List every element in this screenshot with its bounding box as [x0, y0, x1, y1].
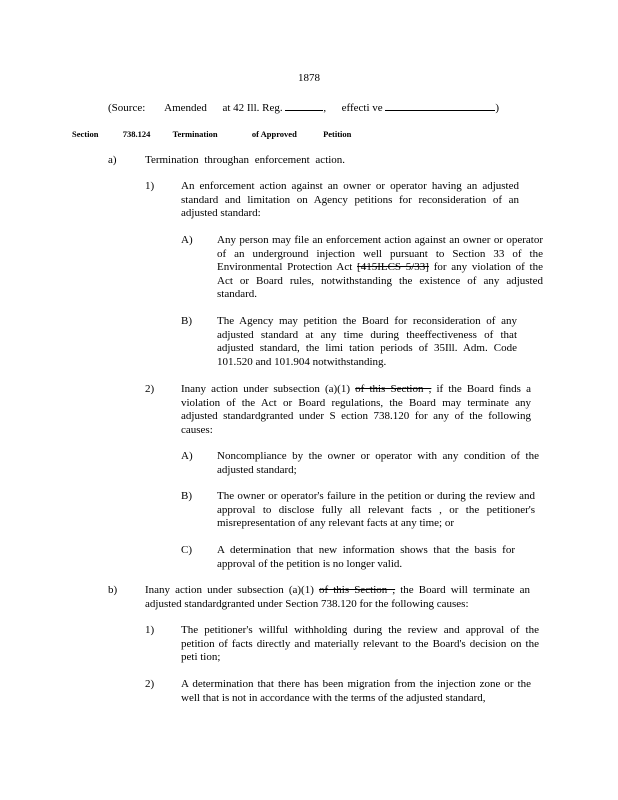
section-title-2: of Approved — [251, 129, 297, 139]
section-label: Section — [72, 129, 99, 139]
section-title-3: Petition — [323, 129, 352, 139]
section-title-1: Termination — [172, 129, 218, 139]
subsection-a-label: a) — [108, 154, 117, 166]
para-a1A-label: A) — [181, 234, 193, 246]
para-a1A-struck: [415ILCS 5/33] — [357, 261, 429, 274]
source-comma: , — [323, 102, 327, 114]
subsection-a-text: Termination throughan enforcement action. — [145, 154, 346, 166]
register-blank — [285, 101, 323, 111]
para-b1-text: The petitioner's willful withholding during the review and approval of the petition of facts directly and materially relevant to the Board's decision on the peti tion; — [181, 624, 539, 664]
para-a2C-label: C) — [181, 544, 192, 556]
source-register: at 42 Ill. Reg. — [222, 102, 283, 114]
subsection-b-label: b) — [108, 584, 118, 596]
source-close: ) — [495, 102, 500, 114]
para-a1-label: 1) — [145, 180, 155, 192]
para-a1A-text-1: Any person may file an enforcement action against an owner or operator of an underground injection well pursuant to Section 33 of the Environmental Protection Act — [217, 234, 543, 274]
para-b2-text: A determination that there has been migration from the injection zone or the well that is not in accordance with the terms of the adjusted standard, — [181, 678, 531, 704]
effective-blank — [385, 101, 495, 111]
para-a1A-text — [217, 234, 543, 302]
source-effective: effecti ve — [341, 102, 383, 114]
subsection-b-text-1: Inany action under subsection (a)(1) — [145, 584, 319, 596]
para-a1A-text-2: for any violation of the Act or Board rules, notwithstanding the existence of any adjusted standard. — [217, 261, 543, 301]
para-a2-text-1: Inany action under subsection (a)(1) — [181, 383, 356, 395]
para-b1-label: 1) — [145, 624, 155, 636]
para-a2-struck: of this Section , — [355, 383, 432, 395]
subsection-b-text-2: the Board will terminate an adjusted standardgranted under Section 738.120 for the following causes: — [145, 584, 530, 610]
subsection-b-text — [145, 584, 530, 611]
source-amended: Amended — [164, 102, 207, 114]
para-a2-text — [181, 383, 531, 437]
para-b2-label: 2) — [145, 678, 155, 690]
section-number: 738.124 — [122, 129, 151, 139]
para-a2-label: 2) — [145, 383, 155, 395]
para-a2A-text: Noncompliance by the owner or operator with any condition of the adjusted standard; — [217, 450, 539, 476]
para-a2B-text: The owner or operator's failure in the petition or during the review and approval to disclose fully all relevant facts , or the petitioner's misrepresentation of any relevant facts at any time; or — [217, 490, 535, 530]
page-number: 1878 — [298, 72, 320, 84]
para-a2A-label: A) — [181, 450, 193, 462]
para-a1B-label: B) — [181, 315, 192, 327]
para-a2B-label: B) — [181, 490, 192, 502]
para-a1-text: An enforcement action against an owner or operator having an adjusted standard and limitation on Agency petitions for reconsideration of an adjusted standard: — [181, 180, 519, 220]
para-a1B-text: The Agency may petition the Board for reconsideration of any adjusted standard at any time during theeffectiveness of that adjusted standard, the limi tation periods of 35Ill. Adm. Code 101.520 and 101.904 notwithstanding. — [217, 315, 517, 368]
section-heading — [72, 129, 351, 139]
source-note — [108, 101, 499, 114]
subsection-b-struck: of this Section , — [318, 584, 396, 596]
source-open: (Source: — [108, 102, 146, 114]
para-a2-text-2: if the Board finds a violation of the Act or Board regulations, the Board may terminate any adjusted standardgranted under S ection 738.120 for any of the following causes: — [181, 383, 531, 436]
para-a2C-text: A determination that new information shows that the basis for approval of the petition is no longer valid. — [217, 544, 515, 570]
